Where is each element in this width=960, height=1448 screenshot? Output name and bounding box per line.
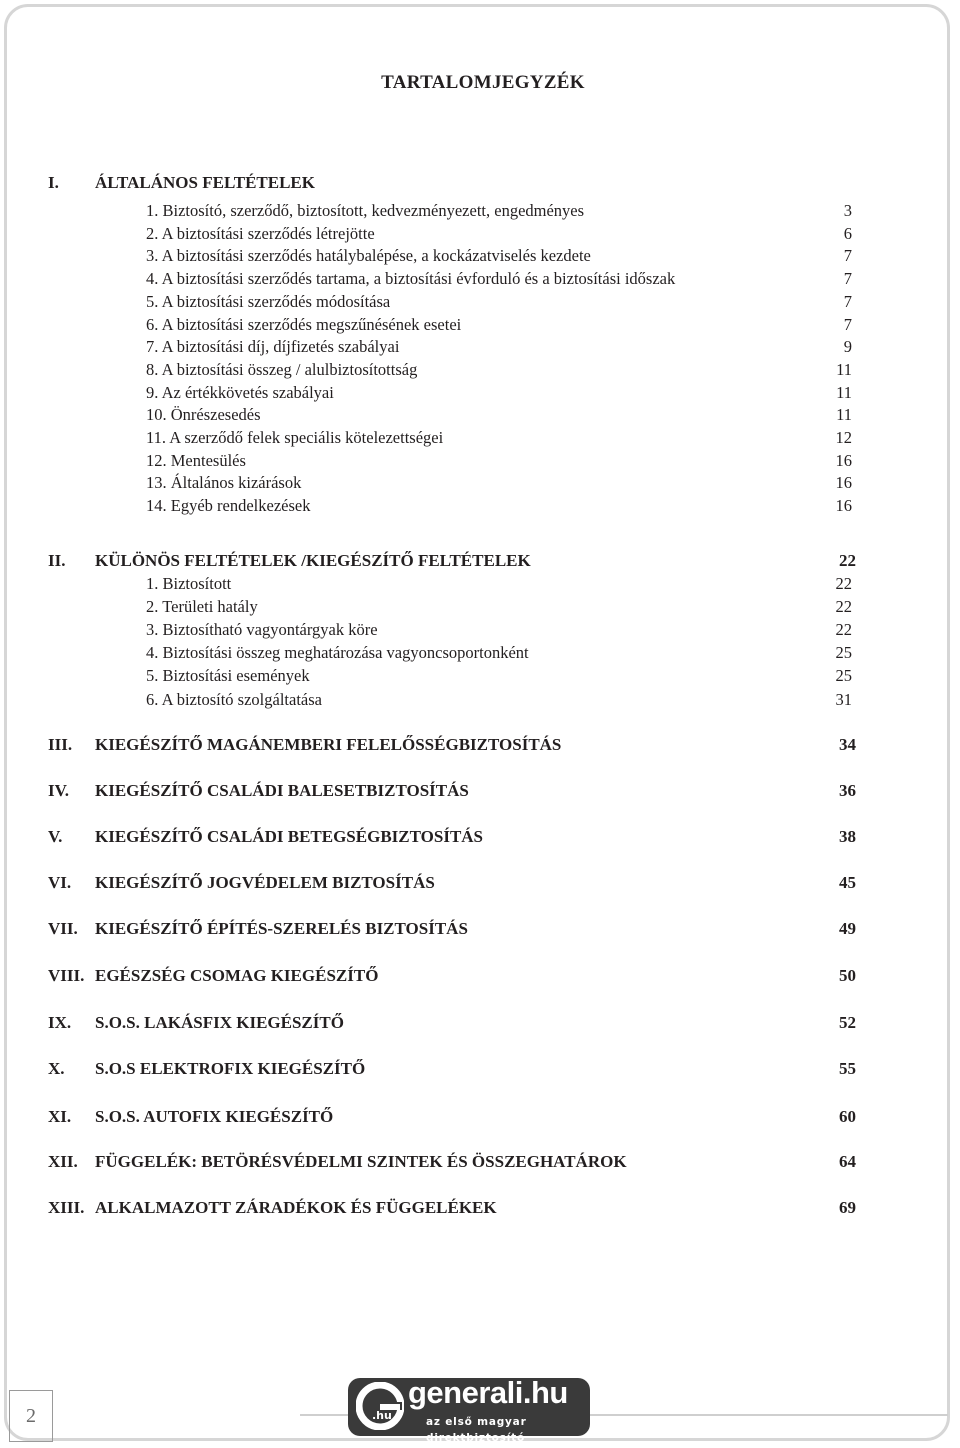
section-title: S.O.S ELEKTROFIX KIEGÉSZÍTŐ [95, 1059, 366, 1078]
toc-section [0, 918, 960, 940]
section-page: 52 [839, 1013, 856, 1032]
section-page: 50 [839, 966, 856, 985]
item-page: 7 [843, 314, 852, 334]
item-title: 9. Az értékkövetés szabályai [146, 382, 334, 402]
toc-item [0, 336, 960, 358]
toc-section [0, 1012, 960, 1034]
item-page: 9 [843, 337, 852, 357]
item-title: 7. A biztosítási díj, díjfizetés szabályai [146, 337, 400, 357]
item-page: 16 [835, 450, 852, 470]
toc-item [0, 596, 960, 618]
item-page: 31 [835, 689, 852, 709]
toc-section [0, 1151, 960, 1173]
toc-section [0, 826, 960, 848]
item-title: 6. A biztosító szolgáltatása [146, 689, 322, 709]
toc-section [0, 1106, 960, 1128]
item-title: 4. A biztosítási szerződés tartama, a biztosítási évforduló és a biztosítási időszak [146, 269, 676, 289]
item-page: 7 [843, 269, 852, 289]
item-title: 3. A biztosítási szerződés hatálybalépése, a kockázatviselés kezdete [146, 246, 591, 266]
toc-item [0, 642, 960, 664]
section-number: II. [48, 551, 66, 570]
toc-item [0, 450, 960, 472]
section-number: V. [48, 827, 63, 846]
toc-item [0, 427, 960, 449]
section-number: III. [48, 735, 73, 754]
item-title: 12. Mentesülés [146, 450, 246, 470]
section-number: I. [48, 173, 59, 192]
section-title: KIEGÉSZÍTŐ CSALÁDI BETEGSÉGBIZTOSÍTÁS [95, 827, 484, 846]
item-page: 6 [843, 223, 852, 243]
item-page: 11 [836, 405, 852, 425]
item-title: 2. A biztosítási szerződés létrejötte [146, 223, 375, 243]
section-title: S.O.S. LAKÁSFIX KIEGÉSZÍTŐ [95, 1013, 344, 1032]
item-title: 11. A szerződő felek speciális kötelezettségei [146, 428, 444, 447]
section-number: IX. [48, 1013, 72, 1032]
toc-section [0, 1058, 960, 1080]
toc-item [0, 245, 960, 267]
section-page: 49 [839, 919, 856, 938]
item-page: 7 [843, 291, 852, 311]
toc-item [0, 665, 960, 687]
item-page: 11 [836, 382, 852, 402]
item-title: 13. Általános kizárások [146, 473, 302, 493]
section-number: XII. [48, 1152, 78, 1171]
item-title: 14. Egyéb rendelkezések [146, 496, 311, 516]
toc-section [0, 965, 960, 987]
item-title: 6. A biztosítási szerződés megszűnésének esetei [146, 314, 462, 334]
item-page: 22 [835, 597, 852, 617]
item-title: 2. Területi hatály [146, 597, 258, 617]
toc-section [0, 780, 960, 802]
toc-item [0, 314, 960, 336]
item-title: 8. A biztosítási összeg / alulbiztosítottság [146, 359, 418, 379]
toc-section [0, 1197, 960, 1219]
item-title: 3. Biztosítható vagyontárgyak köre [146, 620, 378, 640]
brand-name: generali.hu [408, 1375, 568, 1410]
section-page: 34 [839, 735, 856, 754]
item-title: 5. Biztosítási események [146, 666, 310, 686]
toc-section [0, 872, 960, 894]
brand-tagline: az első magyar direktbiztosító [426, 1416, 527, 1444]
toc-item [0, 472, 960, 494]
page-number: 2 [9, 1390, 53, 1442]
section-title: ÁLTALÁNOS FELTÉTELEK [95, 173, 315, 192]
page-title: TARTALOMJEGYZÉK [381, 72, 585, 93]
section-title: KIEGÉSZÍTŐ MAGÁNEMBERI FELELŐSSÉGBIZTOSÍTÁS [95, 735, 562, 754]
item-page: 7 [843, 246, 852, 266]
section-title: KIEGÉSZÍTŐ JOGVÉDELEM BIZTOSÍTÁS [95, 873, 435, 892]
item-page: 11 [836, 359, 852, 379]
section-page: 22 [839, 551, 856, 570]
section-page: 38 [839, 827, 856, 846]
item-page: 16 [835, 496, 852, 516]
toc-item [0, 382, 960, 404]
toc-item [0, 291, 960, 313]
toc-item [0, 200, 960, 222]
item-page: 25 [835, 666, 852, 686]
section-page: 69 [839, 1198, 856, 1217]
item-page: 22 [835, 574, 852, 593]
item-page: 22 [835, 620, 852, 640]
section-title: ALKALMAZOTT ZÁRADÉKOK ÉS FÜGGELÉKEK [95, 1198, 497, 1217]
toc-section [0, 550, 960, 572]
section-number: VII. [48, 919, 78, 938]
section-title: S.O.S. AUTOFIX KIEGÉSZÍTŐ [95, 1107, 334, 1126]
item-title: 10. Önrészesedés [146, 405, 261, 425]
toc-item [0, 573, 960, 595]
section-title: FÜGGELÉK: BETÖRÉSVÉDELMI SZINTEK ÉS ÖSSZEGHATÁROK [95, 1152, 627, 1171]
toc-item [0, 223, 960, 245]
svg-text:.hu: .hu [372, 1409, 392, 1422]
toc-item [0, 404, 960, 426]
toc-item [0, 619, 960, 641]
section-number: XIII. [48, 1198, 85, 1217]
item-title: 5. A biztosítási szerződés módosítása [146, 291, 391, 311]
section-number: VI. [48, 873, 72, 892]
item-title: 4. Biztosítási összeg meghatározása vagyoncsoportonként [146, 643, 529, 663]
section-number: XI. [48, 1107, 72, 1126]
item-page: 3 [843, 201, 852, 220]
toc-section [0, 734, 960, 756]
item-page: 25 [835, 643, 852, 663]
section-title: KIEGÉSZÍTŐ CSALÁDI BALESETBIZTOSÍTÁS [95, 781, 469, 800]
toc-item [0, 495, 960, 517]
toc-item [0, 689, 960, 711]
section-title: KÜLÖNÖS FELTÉTELEK /KIEGÉSZÍTŐ FELTÉTELEK [95, 551, 531, 570]
section-title: EGÉSZSÉG CSOMAG KIEGÉSZÍTŐ [95, 966, 379, 985]
section-page: 60 [839, 1107, 856, 1126]
toc-item [0, 359, 960, 381]
logo-g-icon [356, 1382, 404, 1430]
section-page: 45 [839, 873, 856, 892]
section-page: 36 [839, 781, 856, 800]
toc-item [0, 268, 960, 290]
toc-section [0, 172, 960, 194]
section-title: KIEGÉSZÍTŐ ÉPÍTÉS-SZERELÉS BIZTOSÍTÁS [95, 919, 468, 938]
section-number: VIII. [48, 966, 85, 985]
section-number: X. [48, 1059, 65, 1078]
item-title: 1. Biztosító, szerződő, biztosított, kedvezményezett, engedményes [146, 201, 585, 220]
item-page: 12 [835, 428, 852, 447]
section-page: 64 [839, 1152, 856, 1171]
item-title: 1. Biztosított [146, 574, 232, 593]
section-number: IV. [48, 781, 69, 800]
section-page: 55 [839, 1059, 856, 1078]
item-page: 16 [835, 473, 852, 493]
